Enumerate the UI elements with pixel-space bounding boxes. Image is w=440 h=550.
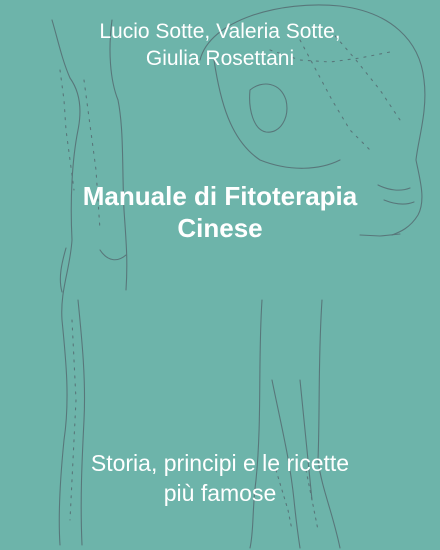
authors-line-2: Giulia Rosettani (145, 47, 295, 70)
title-line-2: Cinese (177, 213, 263, 243)
book-subtitle (0, 448, 440, 508)
subtitle-line-1: Storia, principi e le ricette (90, 450, 350, 476)
authors-line-1: Lucio Sotte, Valeria Sotte, (99, 20, 341, 43)
subtitle-line-2: più famose (163, 480, 277, 506)
authors (0, 18, 440, 72)
book-title (0, 180, 440, 244)
title-line-1: Manuale di Fitoterapia (82, 181, 358, 211)
